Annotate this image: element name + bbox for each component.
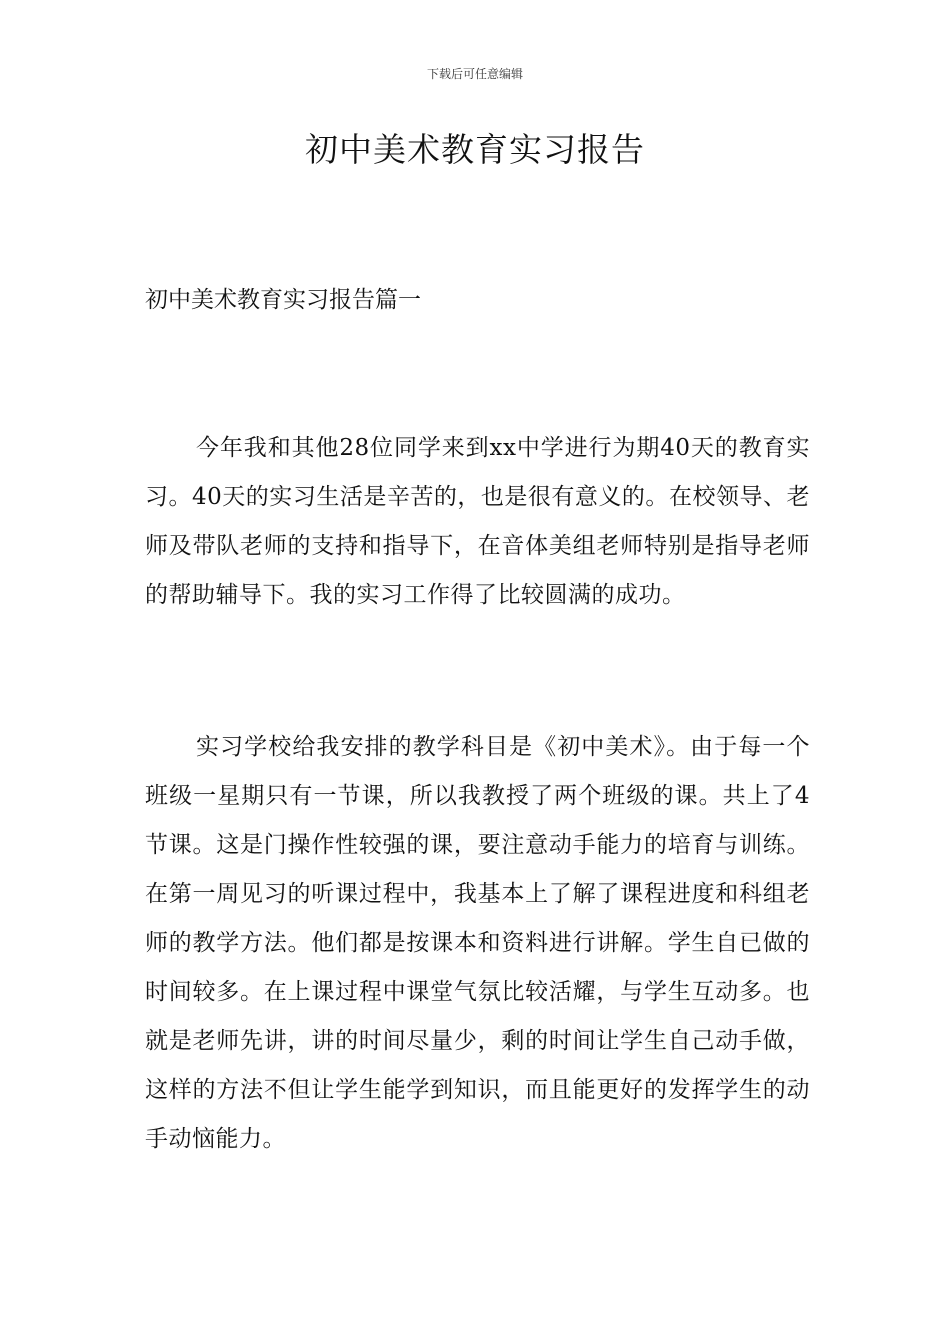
- document-title: 初中美术教育实习报告: [305, 130, 645, 169]
- body-paragraph-2: 实习学校给我安排的教学科目是《初中美术》。由于每一个班级一星期只有一节课，所以我教授了两个班级的课。共上了4节课。这是门操作性较强的课，要注意动手能力的培育与训练。在第一周见习的听课过程中，我基本上了解了课程进度和科组老师的教学方法。他们都是按课本和资料进行讲解。学生自已做的时间较多。在上课过程中课堂气氛比较活耀，与学生互动多。也就是老师先讲，讲的时间尽量少，剩的时间让学生自己动手做，这样的方法不但让学生能学到知识，而且能更好的发挥学生的动手动恼能力。: [145, 734, 810, 1152]
- header-note: 下载后可任意编辑: [426, 67, 523, 81]
- section-heading: 初中美术教育实习报告篇一: [145, 287, 421, 313]
- body-paragraph-1: 今年我和其他28位同学来到xx中学进行为期40天的教育实习。40天的实习生活是辛苦的，也是很有意义的。在校领导、老师及带队老师的支持和指导下，在音体美组老师特别是指导老师的帮助辅导下。我的实习工作得了比较圆满的成功。: [145, 435, 810, 608]
